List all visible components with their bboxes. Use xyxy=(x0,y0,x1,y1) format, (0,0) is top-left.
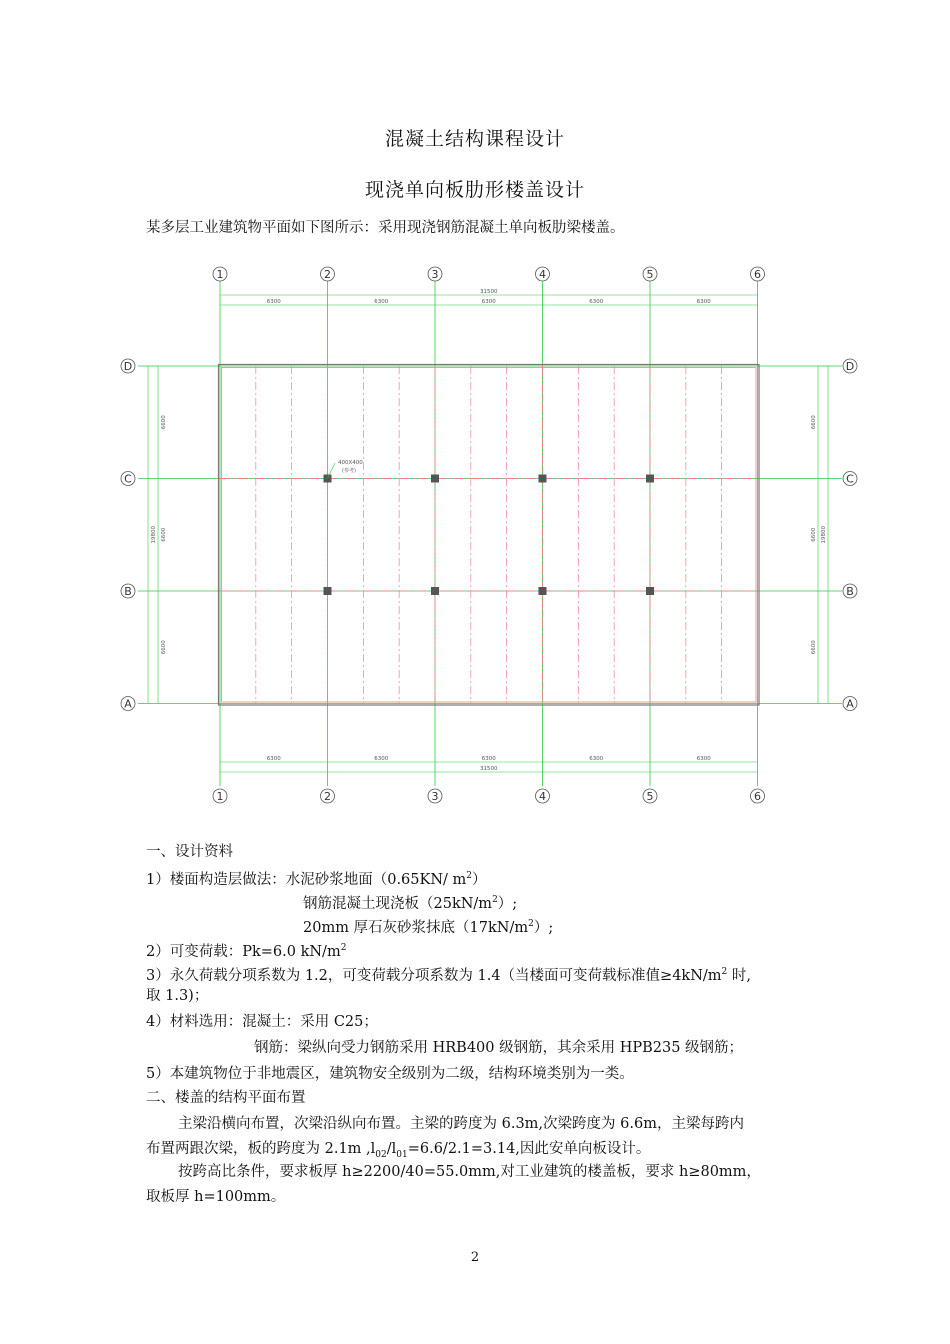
axis-top-5-label: 5 xyxy=(646,268,654,281)
column xyxy=(539,587,547,595)
axis-top-1-label: 1 xyxy=(216,268,224,281)
right-total-dimension-label: 19800 xyxy=(821,526,827,544)
column xyxy=(324,587,332,595)
bottom-total-dimension-label: 31500 xyxy=(480,766,498,772)
axis-bottom-6-label: 6 xyxy=(754,790,761,803)
left-span-dimension-label: 6600 xyxy=(161,640,167,655)
axis-bottom-4-label: 4 xyxy=(539,790,546,803)
column xyxy=(646,475,654,483)
section-2-title: 二、楼盖的结构平面布置 xyxy=(146,1090,306,1106)
axis-bottom-1-label: 1 xyxy=(216,790,224,803)
item-1-line-b: 钢筋混凝土现浇板$(25kN/m^2)$; xyxy=(303,895,518,912)
bottom-span-dimension-label: 6300 xyxy=(589,756,604,762)
left-span-dimension-label: 6600 xyxy=(161,415,167,430)
bottom-span-dimension-label: 6300 xyxy=(481,756,496,762)
column-size-label: 400X400 xyxy=(338,460,363,466)
axis-bottom-5-label: 5 xyxy=(646,790,654,803)
item-1-line-a: 1）楼面构造层做法：水泥砂浆地面（0.65KN/ $m^2$） xyxy=(146,871,487,888)
axis-top-3-label: 3 xyxy=(431,268,439,281)
item-3-line-a: 3）永久荷载分项系数为 1.2，可变荷载分项系数为 1.4（当楼面可变荷载标准值$\ge 4kN/m^2$ 时, xyxy=(146,967,751,984)
wall-outline-inner xyxy=(222,368,757,703)
axis-right-B-label: B xyxy=(846,585,854,598)
column xyxy=(431,587,439,595)
left-total-dimension-label: 19800 xyxy=(151,526,157,544)
axis-right-D-label: D xyxy=(845,360,855,373)
bottom-span-dimension-label: 6300 xyxy=(374,756,389,762)
column xyxy=(539,475,547,483)
top-span-dimension-label: 6300 xyxy=(696,299,711,305)
top-span-dimension-label: 6300 xyxy=(266,299,281,305)
axis-right-A-label: A xyxy=(846,697,854,711)
section-1-title: 一、设计资料 xyxy=(146,844,233,860)
top-span-dimension-label: 6300 xyxy=(374,299,389,305)
paragraph-1-line-b: 布置两跟次梁，板的跨度为 2.1m $,l_{02}/l_{01}=6.6/2.1=3.14$,因此安单向板设计。 xyxy=(146,1141,651,1160)
left-span-dimension-label: 6600 xyxy=(161,527,167,542)
axis-top-4-label: 4 xyxy=(539,268,546,281)
paragraph-2-line-b: 取板厚 h=100mm。 xyxy=(146,1189,286,1205)
paragraph-2-line-a: 按跨高比条件，要求板厚 h≥2200/40=55.0mm,对工业建筑的楼盖板，要求 h≥80mm， xyxy=(178,1164,761,1180)
intro-text: 某多层工业建筑物平面如下图所示：采用现浇钢筋混凝土单向板肋梁楼盖。 xyxy=(146,220,625,236)
axis-top-2-label: 2 xyxy=(324,268,331,281)
column xyxy=(431,475,439,483)
axis-right-C-label: C xyxy=(846,472,854,486)
item-1-line-c: 20mm 厚石灰砂浆抹底$(17kN/m^2)$; xyxy=(303,919,554,936)
right-span-dimension-label: 6600 xyxy=(811,527,817,542)
page-number: 2 xyxy=(470,1250,480,1265)
axis-top-6-label: 6 xyxy=(754,268,761,281)
top-span-dimension-label: 6300 xyxy=(481,299,496,305)
bottom-span-dimension-label: 6300 xyxy=(266,756,281,762)
paragraph-1-line-a: 主梁沿横向布置，次梁沿纵向布置。主梁的跨度为 6.3m,次梁跨度为 6.6m，主梁每跨内 xyxy=(178,1116,744,1132)
top-span-dimension-label: 6300 xyxy=(589,299,604,305)
item-2: 2）可变荷载：Pk=6.0 $kN/m^2$ xyxy=(146,943,347,960)
top-total-dimension-label: 31500 xyxy=(480,289,498,295)
right-span-dimension-label: 6600 xyxy=(811,415,817,430)
axis-left-C-label: C xyxy=(124,472,132,486)
item-4-line-a: 4）材料选用：混凝土：采用 C25； xyxy=(146,1014,378,1030)
floor-plan-drawing xyxy=(110,258,870,818)
document-title: 混凝土结构课程设计 xyxy=(384,128,565,150)
document-subtitle: 现浇单向板肋形楼盖设计 xyxy=(364,179,585,201)
bottom-span-dimension-label: 6300 xyxy=(696,756,711,762)
item-5: 5）本建筑物位于非地震区，建筑物安全级别为二级，结构环境类别为一类。 xyxy=(146,1066,634,1082)
column-note-label: (参考) xyxy=(342,468,356,474)
axis-left-A-label: A xyxy=(124,697,132,711)
axis-left-B-label: B xyxy=(124,585,132,598)
right-span-dimension-label: 6600 xyxy=(811,640,817,655)
column xyxy=(646,587,654,595)
axis-left-D-label: D xyxy=(123,360,133,373)
wall-outline-outer xyxy=(219,365,760,706)
item-3-line-b: 取 1.3)； xyxy=(146,988,209,1004)
axis-bottom-2-label: 2 xyxy=(324,790,331,803)
axis-bottom-3-label: 3 xyxy=(431,790,439,803)
item-4-line-b: 钢筋：梁纵向受力钢筋采用 HRB400 级钢筋，其余采用 HPB235 级钢筋； xyxy=(254,1040,744,1056)
